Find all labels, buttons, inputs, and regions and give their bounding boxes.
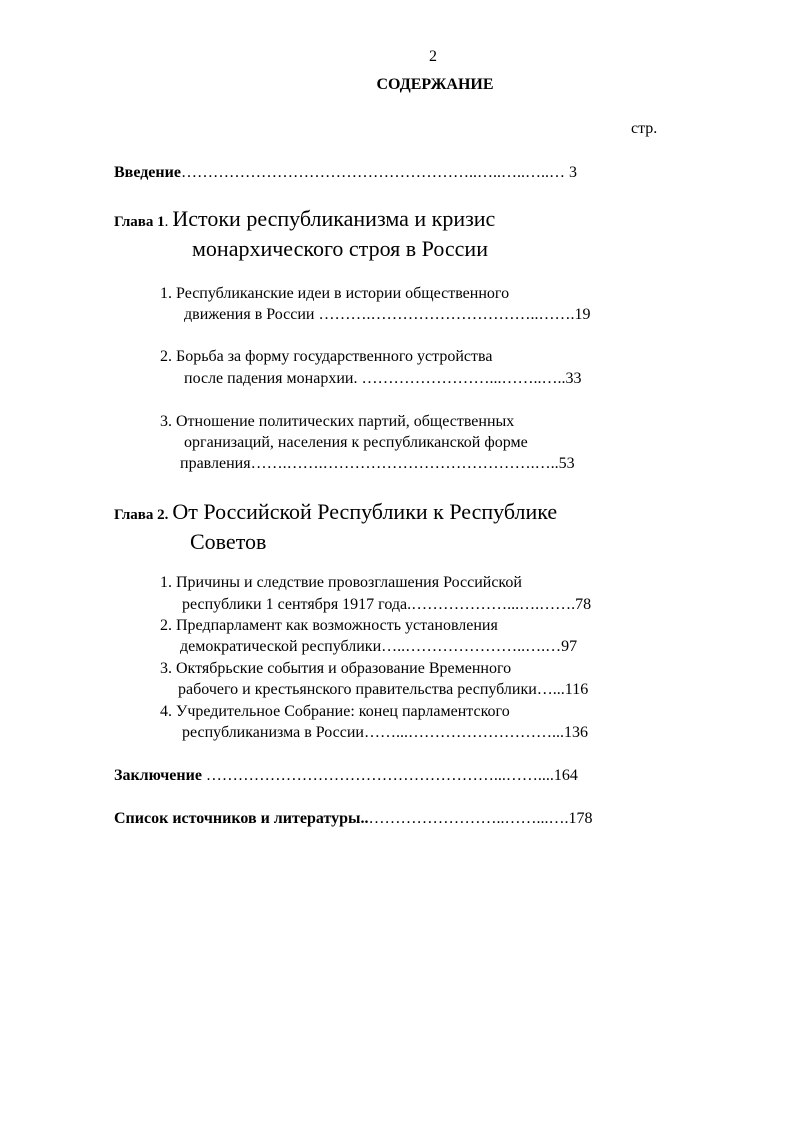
toc-item-2-1-line-2[interactable]: республики 1 сентября 1917 года.………………...….…….78 — [182, 596, 592, 613]
toc-item-2-2-line-1[interactable]: 2. Предпарламент как возможность установления — [160, 617, 498, 634]
toc-conclusion-label: Заключение — [114, 767, 202, 784]
toc-intro-label: Введение — [114, 164, 181, 181]
toc-item-2-3-line-1[interactable]: 3. Октябрьские события и образование Временного — [160, 660, 512, 677]
chapter-1-label: Глава 1 — [114, 214, 165, 230]
toc-item-1-3-line-2[interactable]: организаций, населения к республиканской форме — [184, 434, 528, 451]
toc-item-2-4-line-2[interactable]: республиканизма в России……...………………………...136 — [182, 724, 588, 741]
toc-sources-leader: ……………………..……...….178 — [368, 810, 593, 827]
toc-item-1-3-line-3[interactable]: правления…….…….………………………………….…..53 — [180, 455, 575, 472]
toc-item-2-3-line-2[interactable]: рабочего и крестьянского правительства республики…...116 — [178, 681, 589, 698]
toc-item-1-1-line-1[interactable]: 1. Республиканские идеи в истории общественного — [160, 285, 510, 302]
toc-item-1-1-line-2[interactable]: движения в России ……….…………………………..…….19 — [184, 306, 591, 323]
chapter-2-label: Глава 2. — [114, 507, 169, 523]
toc-entry-intro[interactable] — [114, 165, 577, 181]
toc-chapter-2-heading[interactable] — [114, 499, 557, 525]
toc-item-2-1-line-1[interactable]: 1. Причины и следствие провозглашения Российской — [160, 574, 522, 591]
toc-entry-sources[interactable] — [114, 811, 592, 827]
toc-item-2-4-line-1[interactable]: 4. Учредительное Собрание: конец парламентского — [160, 703, 510, 720]
toc-item-2-2-line-2[interactable]: демократической республики…..…………………..….…97 — [180, 638, 578, 655]
toc-chapter-1-heading[interactable] — [114, 206, 495, 232]
chapter-2-title-line-2: Советов — [190, 529, 267, 554]
toc-entry-conclusion[interactable] — [114, 768, 578, 784]
page-number: 2 — [429, 48, 437, 65]
toc-item-1-2-line-2[interactable]: после падения монархии. ……………………...……..…..33 — [184, 370, 582, 387]
toc-item-1-3-line-1[interactable]: 3. Отношение политических партий, общественных — [160, 413, 515, 430]
page-column-label: стр. — [631, 120, 658, 137]
toc-item-1-2-line-1[interactable]: 2. Борьба за форму государственного устройства — [160, 348, 493, 365]
toc-sources-label: Список источников и литературы.. — [114, 810, 369, 827]
page-title: СОДЕРЖАНИЕ — [376, 76, 494, 93]
chapter-1-separator: . — [164, 214, 169, 230]
chapter-1-title-line-2: монархического строя в России — [192, 236, 488, 261]
chapter-1-title-line-1: Истоки республиканизма и кризис — [172, 206, 496, 231]
toc-conclusion-leader: ………………………………………………...……....164 — [201, 767, 578, 784]
toc-intro-leader: ………………………………………………..…..…..…..… 3 — [180, 164, 577, 181]
chapter-2-title-line-1: От Российской Республики к Республике — [172, 499, 558, 524]
